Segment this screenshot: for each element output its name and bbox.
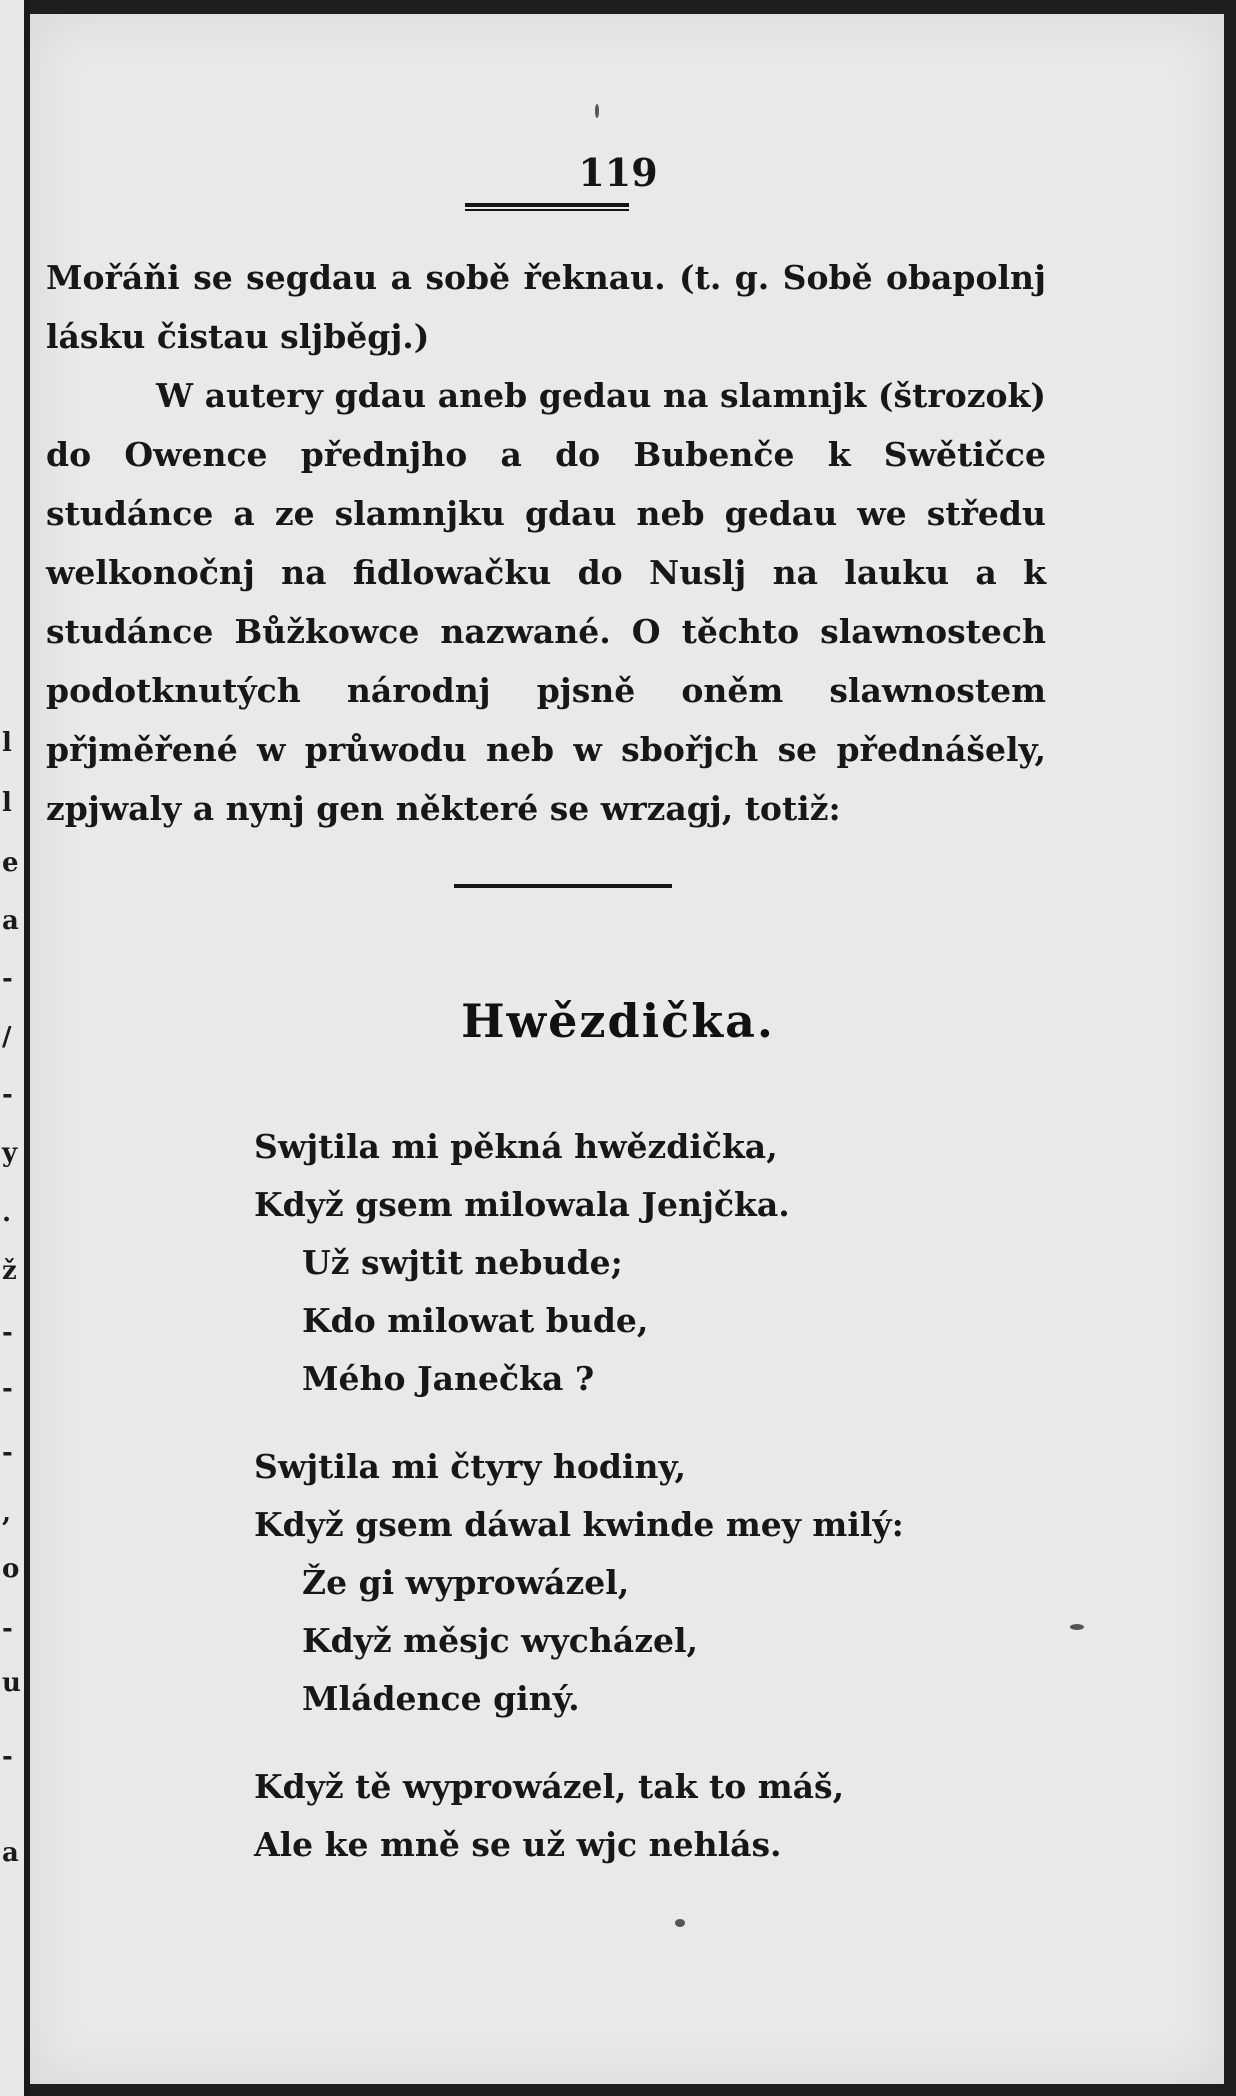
margin-fragment: a	[2, 906, 19, 936]
margin-fragment: -	[2, 1438, 13, 1468]
poem-line: Swjtila mi čtyry hodiny,	[254, 1447, 686, 1486]
margin-fragment: l	[2, 728, 12, 758]
section-divider	[454, 884, 672, 888]
margin-fragment: -	[2, 1080, 13, 1110]
poem-line: Že gi wyprowázel,	[302, 1563, 630, 1602]
margin-fragment: -	[2, 1742, 13, 1772]
poem	[254, 1118, 1014, 1904]
poem-line: Už swjtit nebude;	[302, 1243, 623, 1282]
paper-speck	[595, 104, 599, 118]
margin-fragment: e	[2, 848, 19, 878]
poem-line: Mládence giný.	[302, 1679, 580, 1718]
margin-fragment: -	[2, 964, 13, 994]
poem-line: Když gsem dáwal kwinde mey milý:	[254, 1505, 904, 1544]
prose-paragraph: W autery gdau aneb gedau na slamnjk (štrozok) do Owence přednjho a do Bubenče k Swětičce studánce a ze slamnjku gdau neb gedau we středu welkonočnj na fidlowačku do Nuslj na lauku a k studánce Bůžkowce nazwané. O těchto slawnostech podotknutých národnj pjsně oněm slawnostem přjměřené w průwodu neb w sbořjch se přednášely, zpjwaly a nynj gen některé se wrzagj, totiž:	[46, 376, 1046, 828]
prose-text	[46, 248, 1046, 838]
paper-speck	[675, 1919, 685, 1927]
poem-stanza	[254, 1118, 1014, 1408]
margin-fragment: -	[2, 1318, 13, 1348]
page-number: 119	[578, 150, 658, 195]
header-rule-thin	[465, 209, 629, 211]
margin-fragment: /	[2, 1022, 12, 1052]
margin-fragment: -	[2, 1374, 13, 1404]
margin-fragment: u	[2, 1668, 21, 1698]
margin-fragment: ž	[2, 1256, 17, 1286]
poem-line: Když měsjc wycházel,	[302, 1621, 698, 1660]
poem-line: Swjtila mi pěkná hwězdička,	[254, 1127, 778, 1166]
song-title: Hwězdička.	[461, 994, 775, 1048]
poem-stanza	[254, 1758, 1014, 1874]
margin-fragment: -	[2, 1614, 13, 1644]
left-page-margin	[0, 0, 30, 2096]
margin-fragment: .	[2, 1198, 12, 1228]
margin-fragment: ,	[2, 1498, 12, 1528]
paper-speck	[1070, 1624, 1084, 1630]
margin-fragment: a	[2, 1838, 19, 1868]
poem-line: Když tě wyprowázel, tak to máš,	[254, 1767, 845, 1806]
header-rule	[465, 203, 629, 207]
poem-line: Kdo milowat bude,	[302, 1301, 649, 1340]
poem-line: Mého Janečka ?	[302, 1359, 595, 1398]
margin-fragment: l	[2, 788, 12, 818]
poem-stanza	[254, 1438, 1014, 1728]
margin-fragment: y	[2, 1138, 18, 1168]
poem-line: Ale ke mně se už wjc nehlás.	[254, 1825, 782, 1864]
poem-line: Když gsem milowala Jenjčka.	[254, 1185, 790, 1224]
margin-fragment: o	[2, 1554, 20, 1584]
prose-paragraph: Mořáňi se segdau a sobě řeknau. (t. g. Sobě obapolnj lásku čistau sljběgj.)	[46, 258, 1046, 356]
